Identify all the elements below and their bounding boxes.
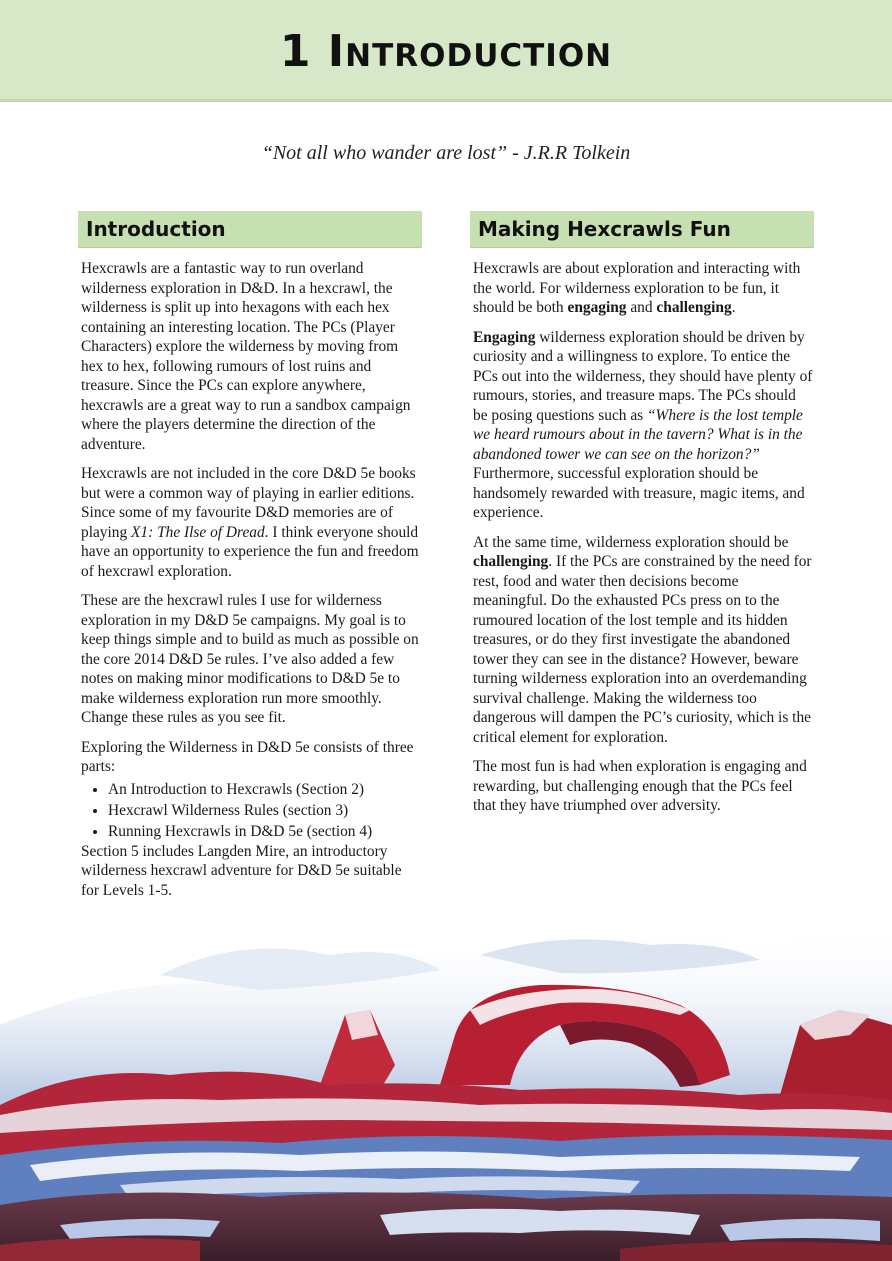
page-title: 1 Introduction [279,26,613,77]
paragraph: Engaging wilderness exploration should be driven by curiosity and a willingness to explore. To entice the PCs out into the wilderness, they should have plenty of rumours, stories, and treasure maps. The PCs should be posing questions such as “Where is the lost temple we heard rumours about in the tavern? What is in the abandoned tower we can see on the horizon?” Furthermore, successful exploration should be handsomely rewarded with treasure, magic items, and experience. [473,328,813,521]
left-column [78,211,422,910]
title-banner [0,0,892,102]
desert-landscape-illustration [0,915,892,1261]
paragraph: Exploring the Wilderness in D&D 5e consists of three parts: [81,738,414,775]
section-heading-introduction: Introduction [78,211,422,248]
list-item: • An Introduction to Hexcrawls (Section 2) [108,779,422,800]
paragraph: The most fun is had when exploration is engaging and rewarding, but challenging enough that the PCs feel that they have triumphed over adversity. [473,758,807,814]
right-column [470,211,814,826]
paragraph: Section 5 includes Langden Mire, an introductory wilderness hexcrawl adventure for D&D 5e suitable for Levels 1-5. [81,842,402,899]
list-item: • Running Hexcrawls in D&D 5e (section 4) [108,821,422,842]
paragraph: These are the hexcrawl rules I use for wilderness exploration in my D&D 5e campaigns. My goal is to keep things simple and to build as much as possible on the core 2014 D&D 5e rules. I’ve also added a few notes on making minor modifications to D&D 5e to make wilderness exploration run more smoothly. Change these rules as you see fit. [81,592,419,726]
section-heading-making-hexcrawls-fun: Making Hexcrawls Fun [470,211,814,248]
paragraph: At the same time, wilderness exploration should be challenging. If the PCs are constrained by the need for rest, food and water then decisions become meaningful. Do the exhausted PCs press on to the rumoured location of the lost temple and its hidden treasures, or do they first investigate the abandoned tower they can see in the distance? However, beware turning wilderness exploration into an overdemanding survival challenge. Making the wilderness too dangerous will dampen the PC’s curiosity, which is the critical element for exploration. [473,533,812,746]
epigraph-quote: “Not all who wander are lost” - J.R.R Tolkein [261,142,631,164]
book-title: X1: The Ilse of Dread [131,523,265,541]
paragraph: Hexcrawls are not included in the core D&D 5e books but were a common way of playing in earlier editions. Since some of my favourite D&D memories are of playing X1: The Ilse of Dread. I think everyone should have an opportunity to experience the fun and freedom of hexcrawl exploration. [81,465,419,580]
bullet-list [81,779,422,842]
paragraph: Hexcrawls are a fantastic way to run overland wilderness exploration in D&D. In a hexcrawl, the wilderness is split up into hexagons with each hex containing an interesting location. The PCs (Player Characters) explore the wilderness by moving from hex to hex, following rumours of lost ruins and treasure. Since the PCs can explore anywhere, hexcrawls are a great way to run a sandbox campaign where the players determine the direction of the adventure. [81,260,411,453]
list-item: • Hexcrawl Wilderness Rules (section 3) [108,800,422,821]
paragraph: Hexcrawls are about exploration and interacting with the world. For wilderness exploration to be fun, it should be both engaging and challenging. [473,260,801,316]
